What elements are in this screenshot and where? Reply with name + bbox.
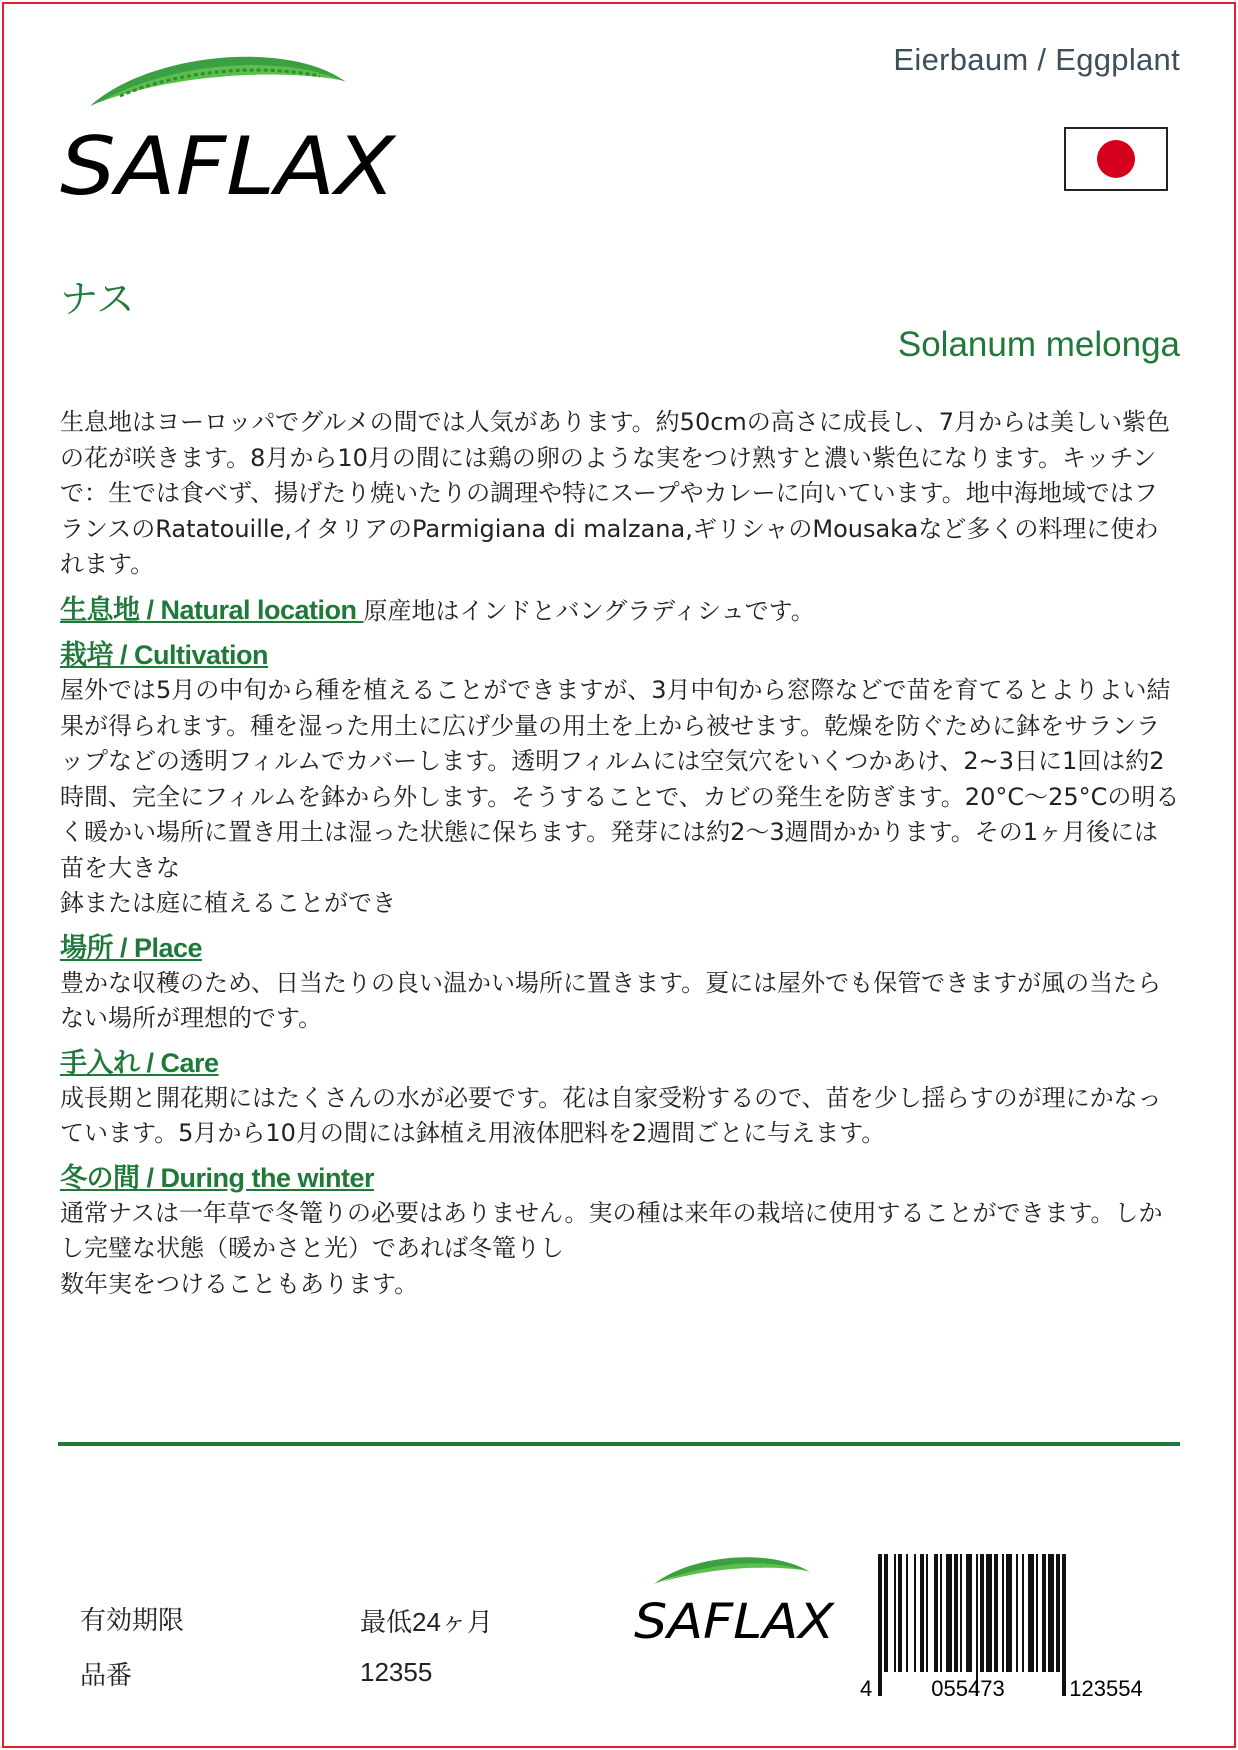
green-brush-stroke-icon [90,57,346,106]
barcode-digits-left: 055473 [931,1676,1005,1700]
saflax-logo [60,44,400,214]
barcode-bar [920,1554,924,1672]
section-natural-location [60,593,1180,630]
green-brush-stroke-icon [654,1557,810,1584]
barcode-bar [1006,1554,1012,1672]
barcode-bar [914,1554,916,1672]
brand-name: SAFLAX [60,120,398,213]
barcode-bar [1022,1554,1024,1672]
section-care-text: 成長期と開花期にはたくさんの水が必要です。花は自家受粉するので、苗を少し揺らすのが理にかなっています。5月から10月の間には鉢植え用液体肥料を2週間ごとに与えます。 [60,1083,1162,1147]
barcode-bar [1062,1554,1066,1696]
barcode-bar [960,1554,962,1672]
barcode-bar [878,1554,882,1696]
intro-paragraph: 生息地はヨーロッパでグルメの間では人気があります。約50cmの高さに成長し、7月からは美しい紫色の花が咲きます。8月から10月の間には鶏の卵のような実をつけ熟すと濃い紫色になります。キッチンで：生では食べず、揚げたり焼いたりの調理や特にスープやカレーに向いています。地中海地域ではフランスのRatatouille,イタリアのParmigiana di malzana,ギリシャのMousakaなど多くの料理に使われます。 [60,408,1171,578]
barcode-bar [1042,1554,1046,1672]
flag-disc [1097,140,1135,178]
barcode-bar [1016,1554,1018,1672]
section-title: 生息地 / Natural location [60,594,364,625]
expiry-label: 有効期限 [80,1606,185,1636]
section-title: 栽培 / Cultivation [60,640,268,670]
section-text: 原産地はインドとバングラディシュです。 [363,596,815,625]
barcode-bar [966,1554,972,1672]
barcode-bar [1036,1554,1038,1672]
section-place-text: 豊かな収穫のため、日当たりの良い温かい場所に置きます。夏には屋外でも保管できますが風の当たらない場所が理想的です。 [60,968,1162,1032]
section-cultivation-text: 屋外では5月の中旬から種を植えることができますが、3月中旬から窓際などで苗を育てるとよりよい結果が得られます。種を湿った用土に広げ少量の用土を上から被せます。乾燥を防ぐために鉢をサランラップなどの透明フィルムでカバーします。透明フィルムには空気穴をいくつかあけ、2~3日に1回は約2時間、完全にフィルムを鉢から外します。そうすることで、カビの発生を防ぎます。20°C〜25°Cの明るく暖かい場所に置き用土は湿った状態に保ちます。発芽には約2〜3週間かかります。その1ヶ月後には苗を大きな [60,676,1180,882]
section-cultivation-text-end: 鉢または庭に植えることができ [60,889,396,917]
brand-name: SAFLAX [634,1594,836,1650]
section-title: 冬の間 / During the winter [60,1162,375,1193]
barcode-bar [894,1554,896,1672]
barcode-bar [898,1554,902,1672]
japanese-name: ナス [60,277,135,321]
section-title: 場所 / Place [60,932,203,963]
barcode-bar [980,1554,984,1672]
barcode-bar [986,1554,992,1672]
barcode-bar [926,1554,928,1672]
product-title: Eierbaum / Eggplant [893,42,1180,77]
article-label: 品番 [80,1661,133,1691]
barcode-bar [1028,1554,1034,1672]
barcode-bar [906,1554,908,1672]
barcode-bars [878,1554,1066,1696]
section-winter-text-end: 数年実をつけることもあります。 [60,1269,419,1298]
japan-flag-icon [1064,127,1168,191]
barcode-bar [1056,1554,1060,1672]
barcode-bar [994,1554,998,1672]
saflax-logo-small [632,1550,842,1650]
section-winter-text: 通常ナスは一年草で冬篭りの必要はありません。実の種は来年の栽培に使用することができます。しかし完璧な状態（暖かさと光）であれば冬篭りし [60,1198,1163,1262]
barcode-bar [946,1554,952,1672]
barcode-bar [1048,1554,1054,1672]
section-place-title [60,931,1180,966]
barcode-bar [940,1554,942,1672]
expiry-value: 最低24ヶ月 [360,1607,493,1637]
article-number: 12355 [360,1657,433,1687]
barcode-bar [976,1554,978,1696]
barcode [856,1552,1182,1700]
barcode-bar [934,1554,938,1672]
barcode-bar [1002,1554,1004,1672]
description-body [60,405,1180,1302]
barcode-bar [954,1554,958,1672]
section-title: 手入れ / Care [60,1047,219,1078]
footer-divider [58,1442,1180,1446]
section-cultivation-title [60,638,1180,673]
section-care-title [60,1046,1180,1081]
section-winter-title [60,1161,1180,1196]
barcode-digits-right: 123554 [1069,1676,1143,1700]
scientific-name: Solanum melonga [897,325,1180,364]
barcode-digit-lead: 4 [860,1676,873,1700]
barcode-bar [884,1554,888,1672]
